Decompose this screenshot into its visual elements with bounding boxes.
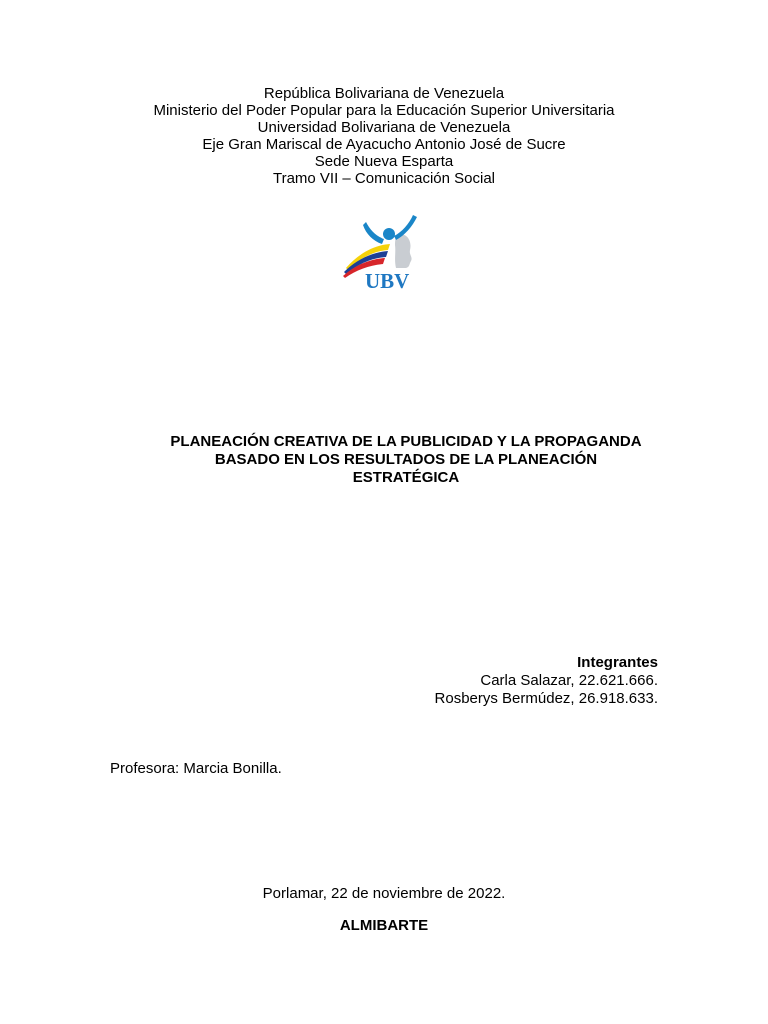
institution-header	[0, 85, 768, 187]
profesora-line: Profesora: Marcia Bonilla.	[110, 760, 282, 777]
header-line-eje: Eje Gran Mariscal de Ayacucho Antonio José de Sucre	[202, 136, 566, 153]
header-line-sede: Sede Nueva Esparta	[314, 153, 454, 170]
title-line-2: BASADO EN LOS RESULTADOS DE LA PLANEACIÓN	[214, 451, 598, 468]
integrante-item: Rosberys Bermúdez, 26.918.633.	[434, 690, 658, 707]
place-date: Porlamar, 22 de noviembre de 2022.	[262, 885, 506, 902]
title-line-1: PLANEACIÓN CREATIVA DE LA PUBLICIDAD Y LA PROPAGANDA	[170, 433, 642, 450]
integrantes-block	[435, 654, 658, 708]
ubv-logo-icon	[338, 212, 424, 292]
title-line-3: ESTRATÉGICA	[352, 469, 460, 486]
integrantes-heading: Integrantes	[577, 654, 658, 671]
header-line-universidad: Universidad Bolivariana de Venezuela	[257, 119, 511, 136]
ubv-logo-text: UBV	[365, 269, 410, 292]
header-line-republica: República Bolivariana de Venezuela	[263, 85, 505, 102]
integrante-item: Carla Salazar, 22.621.666.	[480, 672, 658, 689]
footer-name: ALMIBARTE	[339, 917, 429, 934]
header-line-ministerio: Ministerio del Poder Popular para la Educación Superior Universitaria	[153, 102, 615, 119]
header-line-tramo: Tramo VII – Comunicación Social	[272, 170, 496, 187]
document-title	[130, 433, 682, 487]
